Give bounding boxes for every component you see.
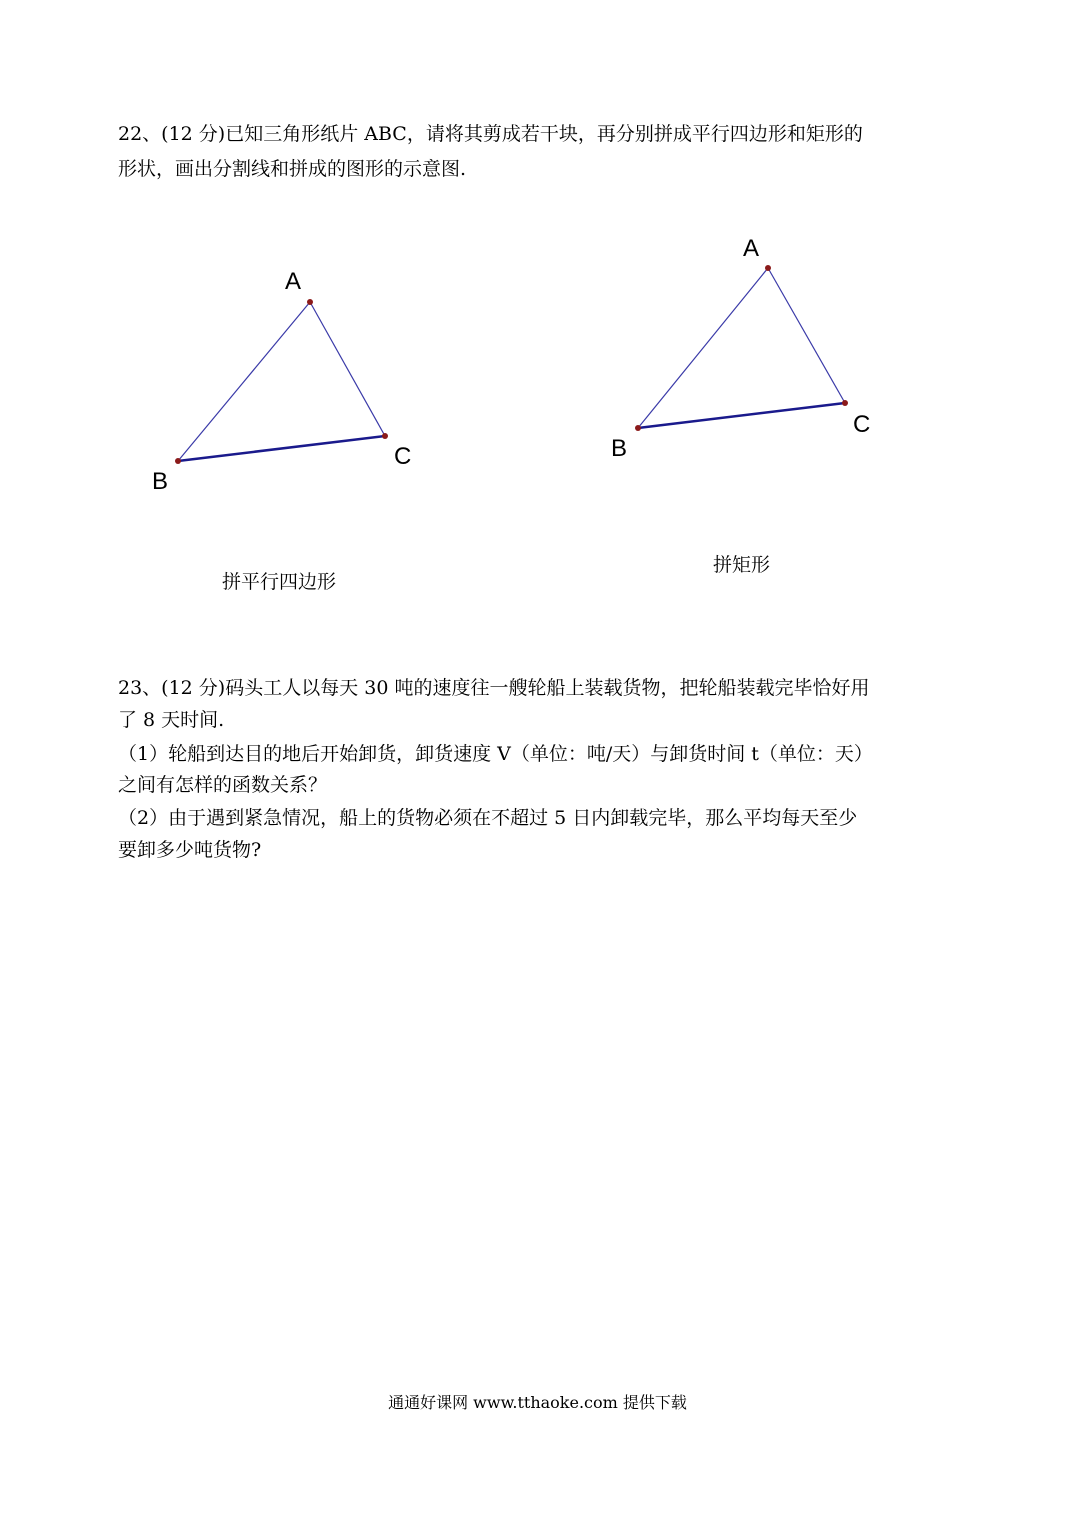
- vertex-b-right: [635, 425, 641, 431]
- edge-bc-right: [638, 403, 845, 428]
- edge-ac-right: [768, 268, 845, 403]
- vertex-a-right: [765, 265, 771, 271]
- caption-parallelogram: 拼平行四边形: [222, 571, 337, 593]
- edge-bc-left: [178, 436, 385, 461]
- q23-line-4: 之间有怎样的函数关系？: [118, 774, 328, 796]
- label-a-right: A: [743, 235, 760, 262]
- q23-line-3: （1）轮船到达目的地后开始卸货，卸货速度 V（单位：吨/天）与卸货时间 t（单位：天）: [118, 743, 873, 765]
- label-c-right: C: [853, 411, 871, 438]
- label-a-left: A: [285, 268, 302, 295]
- edge-ab-left: [178, 302, 310, 461]
- q23-line-1: 23、(12 分)码头工人以每天 30 吨的速度往一艘轮船上装载货物，把轮船装载完毕恰好用: [118, 677, 870, 699]
- triangle-right: [611, 235, 870, 462]
- q23-line-5: （2）由于遇到紧急情况，船上的货物必须在不超过 5 日内卸载完毕，那么平均每天至少: [118, 807, 858, 829]
- label-c-left: C: [394, 443, 412, 470]
- vertex-c-right: [842, 400, 848, 406]
- q23-line-2: 了 8 天时间.: [118, 709, 225, 731]
- q22-line-1: 22、(12 分)已知三角形纸片 ABC，请将其剪成若干块，再分别拼成平行四边形和矩形的: [118, 123, 863, 145]
- vertex-b-left: [175, 458, 181, 464]
- edge-ac-left: [310, 302, 385, 436]
- caption-rectangle: 拼矩形: [713, 554, 771, 576]
- edge-ab-right: [638, 268, 768, 428]
- vertex-c-left: [382, 433, 388, 439]
- q23-line-6: 要卸多少吨货物?: [118, 839, 262, 861]
- triangle-left: [152, 268, 411, 495]
- footer: 通通好课网 www.tthaoke.com 提供下载: [388, 1393, 687, 1412]
- label-b-right: B: [611, 435, 628, 462]
- q22-line-2: 形状，画出分割线和拼成的图形的示意图.: [118, 158, 467, 180]
- label-b-left: B: [152, 468, 169, 495]
- vertex-a-left: [307, 299, 313, 305]
